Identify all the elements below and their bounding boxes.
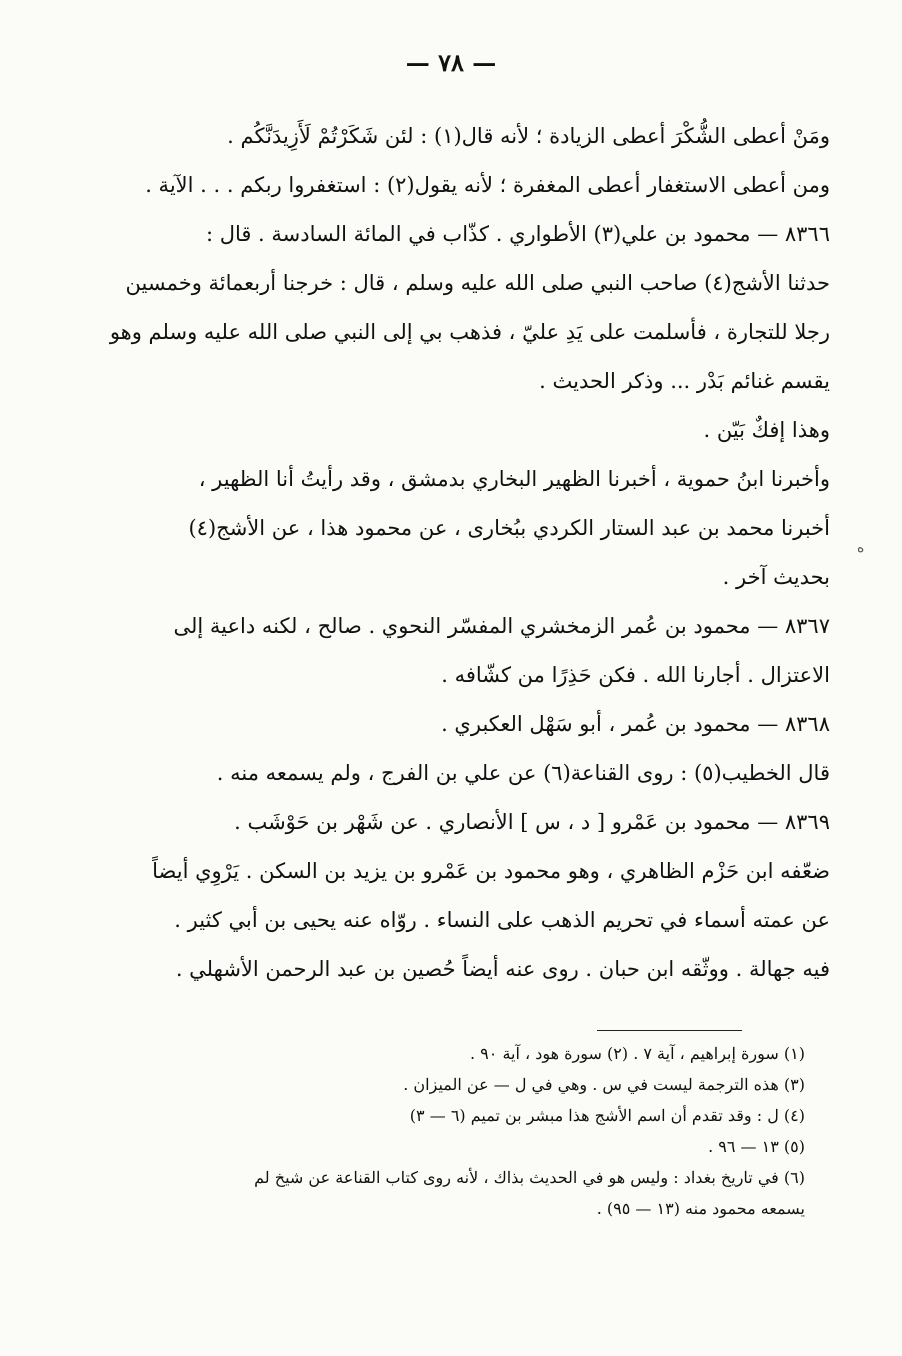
- text-line: قال الخطيب(٥) : روى القناعة(٦) عن علي بن الفرج ، ولم يسمعه منه .: [216, 761, 830, 785]
- page-number: — ٧٨ —: [405, 48, 497, 77]
- text-line: وأخبرنا ابنُ حموية ، أخبرنا الظهير البخاري بدمشق ، وقد رأيتُ أنا الظهير ،: [198, 467, 830, 491]
- text-line: ٨٣٦٦ — محمود بن علي(٣) الأطواري . كذّاب في المائة السادسة . قال :: [205, 222, 830, 246]
- margin-mark: ه: [857, 540, 865, 556]
- text-line: ٨٣٦٨ — محمود بن عُمر ، أبو سَهْل العكبري .: [441, 712, 830, 736]
- text-line: حدثنا الأشج(٤) صاحب النبي صلى الله عليه وسلم ، قال : خرجنا أربعمائة وخمسين: [125, 271, 830, 295]
- footnotes: [80, 1038, 805, 1224]
- text-line: ومَنْ أعطى الشُّكْرَ أعطى الزيادة ؛ لأنه قال(١) : لئن شَكَرْتُمْ لَأَزِيدَنَّكُم .: [227, 124, 830, 148]
- text-line: ومن أعطى الاستغفار أعطى المغفرة ؛ لأنه يقول(٢) : استغفروا ربكم . . . الآية .: [145, 173, 830, 197]
- text-line: عن عمته أسماء في تحريم الذهب على النساء . روّاه عنه يحيى بن أبي كثير .: [174, 908, 830, 932]
- footnote-line: (٥) ١٣ — ٩٦ .: [708, 1137, 805, 1156]
- footnote-line: (١) سورة إبراهيم ، آية ٧ . (٢) سورة هود ، آية ٩٠ .: [470, 1044, 805, 1063]
- main-text: [80, 112, 830, 994]
- text-line: أخبرنا محمد بن عبد الستار الكردي ببُخارى ، عن محمود هذا ، عن الأشج(٤): [188, 516, 830, 540]
- text-line: الاعتزال . أجارنا الله . فكن حَذِرًا من كشّافه .: [441, 663, 830, 687]
- footnote-line: يسمعه محمود منه (١٣ — ٩٥) .: [596, 1199, 805, 1218]
- footnote-line: (٣) هذه الترجمة ليست في س . وهي في ل — عن الميزان .: [403, 1075, 805, 1094]
- footnote-line: (٦) في تاريخ بغداد : وليس هو في الحديث بذاك ، لأنه روى كتاب القناعة عن شيخ لم: [254, 1168, 805, 1187]
- text-line: بحديث آخر .: [722, 565, 830, 589]
- text-line: ٨٣٦٩ — محمود بن عَمْرو [ د ، س ] الأنصاري . عن شَهْر بن حَوْشَب .: [234, 810, 830, 834]
- text-line: وهذا إفكٌ بَيّن .: [703, 418, 830, 442]
- footnote-divider: [597, 1030, 742, 1031]
- text-line: ضعّفه ابن حَزْم الظاهري ، وهو محمود بن عَمْرو بن يزيد بن السكن . يَرْوِي أيضاً: [152, 859, 830, 883]
- footnote-line: (٤) ل : وقد تقدم أن اسم الأشج هذا مبشر بن تميم (٦ — ٣): [409, 1106, 805, 1125]
- text-line: رجلا للتجارة ، فأسلمت على يَدِ عليّ ، فذهب بي إلى النبي صلى الله عليه وسلم وهو: [109, 320, 830, 344]
- text-line: ٨٣٦٧ — محمود بن عُمر الزمخشري المفسّر النحوي . صالح ، لكنه داعية إلى: [173, 614, 830, 638]
- text-line: فيه جهالة . ووثّقه ابن حبان . روى عنه أيضاً حُصين بن عبد الرحمن الأشهلي .: [175, 957, 830, 981]
- text-line: يقسم غنائم بَدْر ... وذكر الحديث .: [539, 369, 830, 393]
